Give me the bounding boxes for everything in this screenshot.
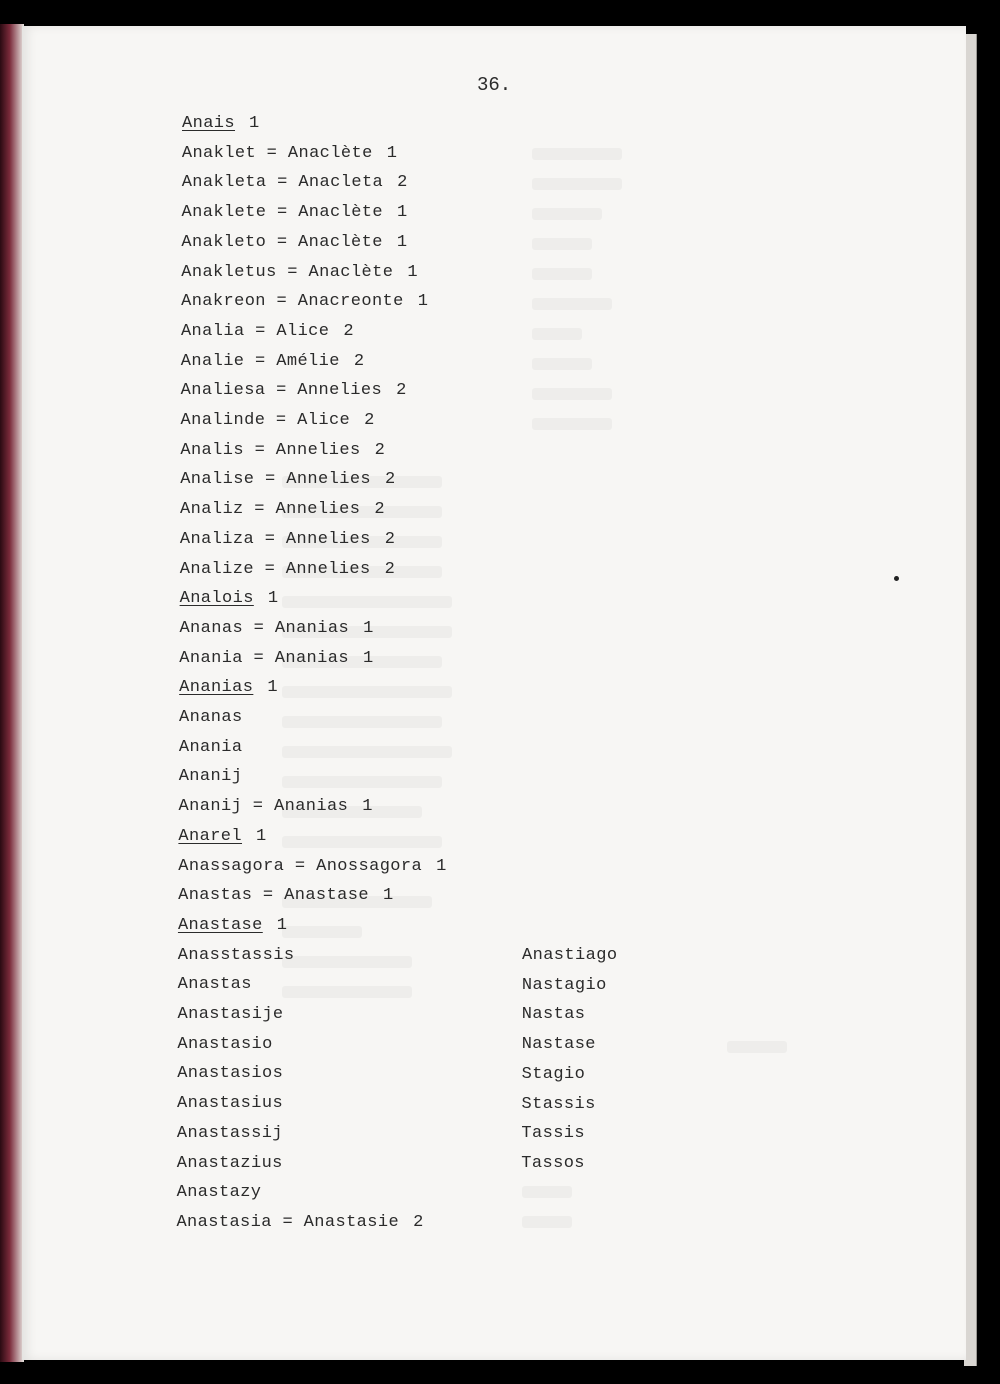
entry-equivalent: Anossagora xyxy=(316,856,423,876)
show-through-mark xyxy=(532,418,612,430)
entry-count: 1 xyxy=(436,856,447,876)
list-entry xyxy=(177,1183,262,1203)
equals-sign: = xyxy=(242,648,275,668)
equals-sign: = xyxy=(252,886,285,906)
entry-name: Ananij xyxy=(178,797,243,817)
entry-count: 1 xyxy=(362,648,374,668)
entry-name: Analize xyxy=(179,559,254,579)
entry-equivalent: Annelies xyxy=(275,440,361,460)
show-through-mark xyxy=(282,746,452,758)
list-entry xyxy=(181,352,365,372)
list-entry xyxy=(180,470,395,490)
entry-count: 2 xyxy=(384,559,396,579)
list-entry xyxy=(176,1213,423,1233)
equals-sign: = xyxy=(244,351,277,371)
entry-equivalent: Anaclète xyxy=(298,232,383,252)
variant-entry: Anastiago xyxy=(522,946,618,965)
entry-name: Ananas xyxy=(179,708,243,727)
document-page xyxy=(22,26,966,1360)
entry-count: 1 xyxy=(362,797,373,817)
variant-entry: Tassos xyxy=(521,1153,585,1173)
list-entry xyxy=(181,292,428,312)
list-entry xyxy=(178,886,393,906)
equals-sign: = xyxy=(276,262,309,282)
show-through-mark xyxy=(282,686,452,698)
list-entry xyxy=(180,560,395,580)
list-entry xyxy=(179,708,243,728)
show-through-mark xyxy=(532,328,582,340)
entry-name: Analiza xyxy=(179,529,255,549)
show-through-mark xyxy=(532,358,592,370)
entry-name: Anassagora xyxy=(178,856,285,876)
entry-name: Anastasio xyxy=(177,1034,273,1054)
entry-equivalent: Ananias xyxy=(274,618,350,638)
entry-name: Anakleta xyxy=(181,173,267,193)
entry-equivalent: Annelies xyxy=(275,500,361,520)
list-entry xyxy=(178,857,446,877)
entry-equivalent: Anastasie xyxy=(303,1212,400,1232)
show-through-mark xyxy=(522,1216,572,1228)
list-entry xyxy=(179,767,243,787)
show-through-mark xyxy=(282,956,412,968)
entry-name: Anastasia xyxy=(176,1212,272,1232)
entry-equivalent: Alice xyxy=(276,321,330,341)
entry-name: Anarel xyxy=(178,826,243,846)
entry-equivalent: Annelies xyxy=(286,470,372,490)
list-entry xyxy=(177,1154,283,1174)
equals-sign: = xyxy=(284,856,317,876)
entry-name: Analis xyxy=(180,440,244,460)
show-through-mark xyxy=(532,208,602,220)
entry-count: 1 xyxy=(267,589,279,609)
equals-sign: = xyxy=(254,470,287,490)
show-through-mark xyxy=(532,238,592,250)
list-entry xyxy=(182,144,397,164)
variant-entry: Nastas xyxy=(521,1005,586,1025)
entry-count: 1 xyxy=(256,826,267,846)
entry-equivalent: Anacreonte xyxy=(297,292,404,312)
show-through-mark xyxy=(282,926,362,938)
equals-sign: = xyxy=(256,143,288,163)
entry-equivalent: Anaclète xyxy=(287,143,373,163)
entry-name: Analia xyxy=(180,321,245,341)
entry-count: 1 xyxy=(396,232,408,252)
list-entry xyxy=(178,975,252,995)
entry-count: 2 xyxy=(384,529,396,549)
show-through-mark xyxy=(282,986,412,998)
list-entry xyxy=(178,827,266,847)
show-through-mark xyxy=(532,388,612,400)
ink-dot xyxy=(894,576,899,581)
list-entry xyxy=(180,530,395,550)
list-entry xyxy=(177,1035,272,1055)
variant-entry: Stassis xyxy=(521,1094,596,1114)
entry-name: Anastazius xyxy=(176,1153,283,1173)
list-entry xyxy=(179,678,278,698)
list-entry xyxy=(182,114,260,134)
show-through-mark xyxy=(282,596,452,608)
equals-sign: = xyxy=(243,618,275,638)
entry-count: 1 xyxy=(267,678,278,698)
show-through-mark xyxy=(282,776,442,788)
equals-sign: = xyxy=(266,173,299,193)
entry-name: Anastasios xyxy=(177,1064,284,1084)
entry-name: Analiesa xyxy=(180,381,266,401)
show-through-mark xyxy=(532,178,622,190)
entry-equivalent: Ananias xyxy=(273,797,349,817)
list-entry xyxy=(181,233,407,253)
entry-count: 2 xyxy=(385,470,396,490)
entry-count: 1 xyxy=(407,262,418,282)
entry-count: 1 xyxy=(386,143,398,163)
equals-sign: = xyxy=(242,797,274,817)
list-entry xyxy=(177,1124,283,1144)
entry-name: Anastase xyxy=(177,915,263,935)
entry-name: Anais xyxy=(182,114,236,133)
entry-equivalent: Annelies xyxy=(285,529,371,549)
variant-entry: Stagio xyxy=(521,1064,586,1084)
entry-name: Anania xyxy=(178,737,243,757)
page-edge xyxy=(972,34,977,1366)
entry-name: Anastazy xyxy=(176,1183,262,1203)
entry-count: 1 xyxy=(417,292,429,312)
list-entry xyxy=(181,411,375,431)
entry-equivalent: Anaclète xyxy=(308,262,394,282)
entry-count: 2 xyxy=(364,411,375,430)
list-entry xyxy=(181,263,418,283)
equals-sign: = xyxy=(265,381,298,401)
entry-name: Analinde xyxy=(180,411,266,430)
list-entry xyxy=(178,916,287,936)
equals-sign: = xyxy=(244,321,277,341)
entry-name: Ananias xyxy=(179,678,254,698)
entry-equivalent: Anastase xyxy=(284,886,369,906)
entry-name: Ananas xyxy=(179,618,244,638)
list-entry xyxy=(182,173,408,193)
list-entry xyxy=(178,1005,284,1025)
list-entry xyxy=(179,797,373,817)
entry-count: 2 xyxy=(353,351,365,371)
equals-sign: = xyxy=(266,232,299,252)
equals-sign: = xyxy=(254,529,286,549)
list-entry xyxy=(180,441,385,461)
entry-name: Anakleto xyxy=(181,232,267,252)
list-entry xyxy=(177,1094,283,1114)
show-through-mark xyxy=(522,1186,572,1198)
entry-equivalent: Alice xyxy=(297,411,351,430)
entry-count: 2 xyxy=(374,500,385,520)
equals-sign: = xyxy=(253,559,286,579)
show-through-mark xyxy=(532,298,612,310)
entry-count: 2 xyxy=(396,381,407,401)
entry-equivalent: Ananias xyxy=(274,648,349,668)
entry-name: Anastassij xyxy=(176,1123,283,1143)
entry-count: 2 xyxy=(374,440,386,460)
entry-count: 1 xyxy=(276,915,288,935)
entry-name: Analiz xyxy=(180,500,244,520)
show-through-mark xyxy=(727,1041,787,1053)
entry-name: Anastasius xyxy=(177,1094,284,1114)
entry-name: Analise xyxy=(180,470,255,490)
book-binding xyxy=(0,24,24,1362)
list-entry xyxy=(181,322,354,342)
entry-name: Anastas xyxy=(178,886,253,906)
equals-sign: = xyxy=(265,411,298,430)
show-through-mark xyxy=(532,148,622,160)
equals-sign: = xyxy=(271,1212,304,1232)
list-entry xyxy=(179,619,373,639)
list-entry xyxy=(180,500,385,520)
show-through-mark xyxy=(532,268,592,280)
entry-count: 1 xyxy=(397,203,408,223)
list-entry xyxy=(177,1064,283,1084)
list-entry xyxy=(178,946,295,966)
list-entry xyxy=(180,589,279,609)
show-through-mark xyxy=(282,836,442,848)
entry-equivalent: Annelies xyxy=(297,381,383,401)
equals-sign: = xyxy=(243,500,276,520)
entry-count: 1 xyxy=(363,618,374,638)
variant-entry: Nastase xyxy=(521,1035,596,1055)
entry-name: Anasstassis xyxy=(177,945,295,965)
list-entry xyxy=(179,649,373,669)
entry-name: Anastas xyxy=(177,975,252,995)
list-entry xyxy=(179,738,243,758)
entry-equivalent: Anaclète xyxy=(298,203,384,223)
entry-equivalent: Anacleta xyxy=(298,173,384,193)
entry-name: Ananij xyxy=(178,767,243,787)
entry-equivalent: Annelies xyxy=(285,559,371,579)
variant-entry: Tassis xyxy=(521,1124,586,1144)
entry-count: 1 xyxy=(249,114,260,133)
list-entry xyxy=(181,381,407,401)
entry-name: Anaklet xyxy=(181,143,257,163)
entry-name: Analois xyxy=(179,589,254,609)
entry-name: Anakletus xyxy=(181,262,277,282)
page-number: 36. xyxy=(477,74,512,96)
entry-name: Analie xyxy=(180,351,245,371)
entry-count: 2 xyxy=(343,321,354,341)
entry-name: Anania xyxy=(179,648,243,668)
entry-count: 2 xyxy=(413,1212,424,1232)
list-entry xyxy=(182,203,408,223)
entry-name: Anastasije xyxy=(177,1005,284,1024)
show-through-mark xyxy=(282,716,442,728)
equals-sign: = xyxy=(265,292,298,312)
equals-sign: = xyxy=(266,203,299,223)
entry-count: 1 xyxy=(382,886,394,906)
equals-sign: = xyxy=(243,440,276,460)
entry-name: Anakreon xyxy=(181,292,266,312)
entry-count: 2 xyxy=(397,173,408,193)
entry-equivalent: Amélie xyxy=(276,351,340,371)
entry-name: Anaklete xyxy=(181,203,267,223)
variant-entry: Nastagio xyxy=(521,975,607,995)
